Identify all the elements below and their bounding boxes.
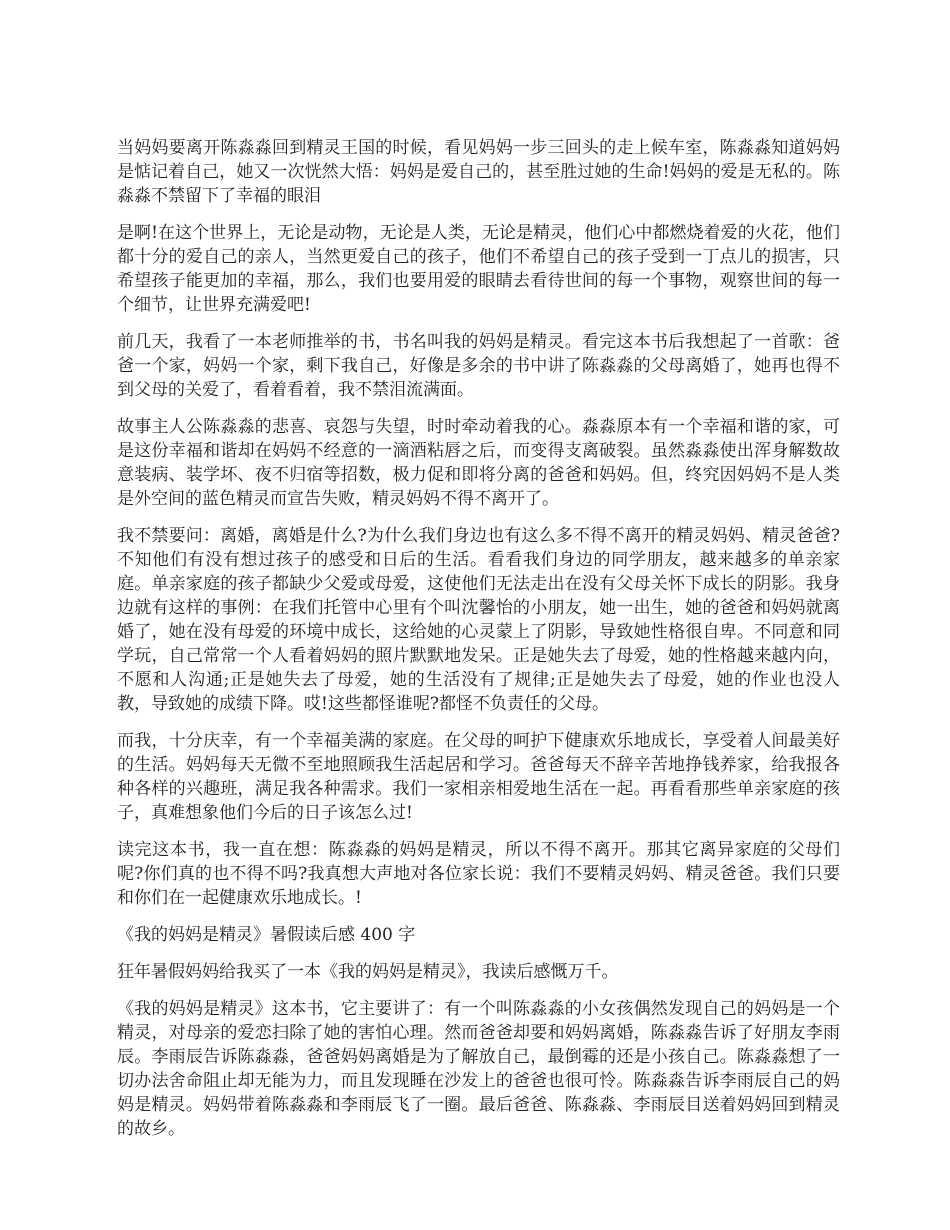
document-body [117,136,840,1154]
paragraph-5: 我不禁要问：离婚，离婚是什么?为什么我们身边也有这么多不得不离开的精灵妈妈、精灵爸爸?不知他们有没有想过孩子的感受和日后的生活。看看我们身边的同学朋友，越来越多的单亲家庭。单亲家庭的孩子都缺少父爱或母爱，这使他们无法走出在没有父母关怀下成长的阴影。我身边就有这样的事例：在我们托管中心里有个叫沈馨怡的小朋友，她一出生，她的爸爸和妈妈就离婚了，她在没有母爱的环境中成长，这给她的心灵蒙上了阴影，导致她性格很自卑。不同意和同学玩，自己常常一个人看着妈妈的照片默默地发呆。正是她失去了母爱，她的性格越来越内向，不愿和人沟通;正是她失去了母爱，她的生活没有了规律;正是她失去了母爱，她的作业也没人教，导致她的成绩下降。哎!这些都怪谁呢?都怪不负责任的父母。 [117,526,840,714]
paragraph-6: 而我，十分庆幸，有一个幸福美满的家庭。在父母的呵护下健康欢乐地成长，享受着人间最美好的生活。妈妈每天无微不至地照顾我生活起居和学习。爸爸每天不辞辛苦地挣钱养家，给我报各种各样的兴趣班，满足我各种需求。我们一家相亲相爱地生活在一起。再看看那些单亲家庭的孩子，真难想象他们今后的日子该怎么过! [117,731,840,823]
paragraph-1: 当妈妈要离开陈淼淼回到精灵王国的时候，看见妈妈一步三回头的走上候车室，陈淼淼知道妈妈是惦记着自己，她又一次恍然大悟：妈妈是爱自己的，甚至胜过她的生命!妈妈的爱是无私的。陈淼淼不禁留下了幸福的眼泪 [117,138,840,206]
section-heading: 《我的妈妈是精灵》暑假读后感 400 字 [117,925,416,945]
paragraph-2: 是啊!在这个世界上，无论是动物，无论是人类，无论是精灵，他们心中都燃烧着爱的火花，他们都十分的爱自己的亲人，当然更爱自己的孩子，他们不希望自己的孩子受到一丁点儿的损害，只希望孩子能更加的幸福，那么，我们也要用爱的眼睛去看待世间的每一个事物，观察世间的每一个细节，让世界充满爱吧! [117,223,840,315]
paragraph-7: 读完这本书，我一直在想：陈淼淼的妈妈是精灵，所以不得不离开。那其它离异家庭的父母们呢?你们真的也不得不吗?我真想大声地对各位家长说：我们不要精灵妈妈、精灵爸爸。我们只要和你们在一起健康欢乐地成长。! [117,840,840,908]
paragraph-3: 前几天，我看了一本老师推举的书，书名叫我的妈妈是精灵。看完这本书后我想起了一首歌：爸爸一个家，妈妈一个家，剩下我自己，好像是多余的书中讲了陈淼淼的父母离婚了，她再也得不到父母的关爱了，看着看着，我不禁泪流满面。 [117,332,840,400]
paragraph-9: 《我的妈妈是精灵》这本书，它主要讲了：有一个叫陈淼淼的小女孩偶然发现自己的妈妈是一个精灵，对母亲的爱恋扫除了她的害怕心理。然而爸爸却要和妈妈离婚，陈淼淼告诉了好朋友李雨辰。李雨辰告诉陈淼淼，爸爸妈妈离婚是为了解放自己，最倒霉的还是小孩自己。陈淼淼想了一切办法舍命阻止却无能为力，而且发现睡在沙发上的爸爸也很可怜。陈淼淼告诉李雨辰自己的妈妈是精灵。妈妈带着陈淼淼和李雨辰飞了一圈。最后爸爸、陈淼淼、李雨辰目送着妈妈回到精灵的故乡。 [117,999,840,1139]
paragraph-8: 狂年暑假妈妈给我买了一本《我的妈妈是精灵》，我读后感慨万千。 [117,962,619,982]
paragraph-4: 故事主人公陈淼淼的悲喜、哀怨与失望，时时牵动着我的心。淼淼原本有一个幸福和谐的家，可是这份幸福和谐却在妈妈不经意的一滴酒粘唇之后，而变得支离破裂。虽然淼淼使出浑身解数故意装病、装学坏、夜不归宿等招数，极力促和即将分离的爸爸和妈妈。但，终究因妈妈不是人类是外空间的蓝色精灵而宣告失败，精灵妈妈不得不离开了。 [117,417,840,509]
